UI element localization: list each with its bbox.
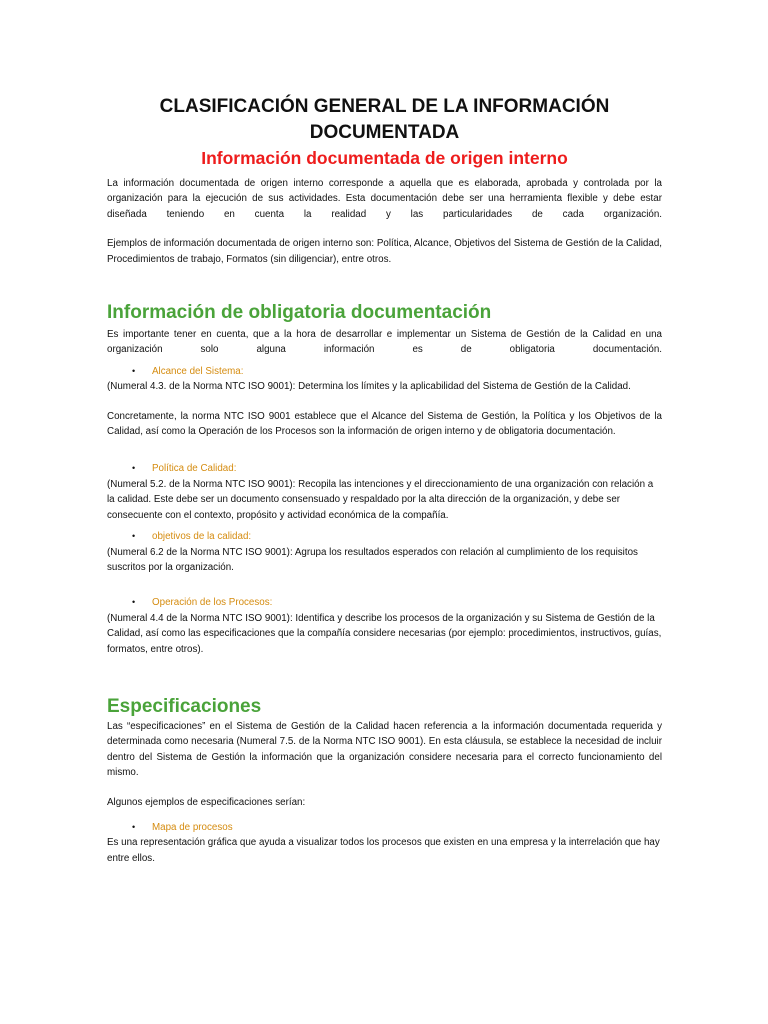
bullet-politica [107, 461, 662, 476]
subtitle-origen-interno: Información documentada de origen interno [201, 148, 568, 168]
bullet-dot: • [132, 365, 136, 376]
operacion-text: (Numeral 4.4 de la Norma NTC ISO 9001): Identifica y describe los procesos de la organización y su Sistema de Gestión de la Calidad, así como las especificaciones que la compañía considere necesarias (por ejemplo: procedimientos, instructivos, guías, formatos, entre otros). [107, 612, 662, 655]
heading-obligatoria: Información de obligatoria documentación [107, 302, 492, 324]
examples-paragraph: Ejemplos de información documentada de origen interno son: Política, Alcance, Objetivos del Sistema de Gestión de la Calidad, Procedimientos de trabajo, Formatos (sin diligenciar), entre otros. [107, 238, 662, 265]
bullet-operacion [107, 595, 662, 610]
politica-text: (Numeral 5.2. de la Norma NTC ISO 9001): Recopila las intenciones y el direccionamiento de una organización con relación a la calidad. Este debe ser un documento consensuado y respaldado por la alta dirección de la organización, y debe ser consecuente con el contexto, propósito y actividad económica de la compañía. [107, 478, 654, 521]
especificaciones-examples-intro: Algunos ejemplos de especificaciones serían: [107, 796, 306, 808]
bullet-dot: • [132, 597, 136, 608]
document-content [107, 94, 662, 866]
bullet-dot: • [132, 821, 136, 832]
bullet-label-objetivos: objetivos de la calidad: [152, 531, 252, 543]
bullet-objetivos [107, 529, 662, 544]
especificaciones-paragraph: Las “especificaciones” en el Sistema de Gestión de la Calidad hacen referencia a la información documentada requerida y determinada como necesaria (Numeral 7.5. de la Norma NTC ISO 9001). En esta cláusula, se establece la necesidad de incluir dentro del Sistema de Gestión la información que la organización considere necesaria para el correcto funcionamiento del mismo. [107, 720, 662, 779]
concretamente-paragraph: Concretamente, la norma NTC ISO 9001 establece que el Alcance del Sistema de Gestión, la Política y los Objetivos de la Calidad, así como la Operación de los Procesos son la información de origen interno y de obligatoria documentación. [107, 410, 662, 438]
mapa-procesos-text: Es una representación gráfica que ayuda a visualizar todos los procesos que existen en una empresa y la interrelación que hay entre ellos. [107, 837, 660, 864]
bullet-label-operacion: Operación de los Procesos: [152, 597, 273, 609]
intro-paragraph: La información documentada de origen interno corresponde a aquella que es elaborada, aprobada y controlada por la organización para la ejecución de sus actividades. Esta documentación debe ser una herramienta flexible y debe estar diseñada teniendo en cuenta la realidad y las particularidades de cada organización. [107, 178, 662, 220]
bullet-dot: • [132, 531, 136, 542]
obligatoria-intro: Es importante tener en cuenta, que a la hora de desarrollar e implementar un Sistema de Gestión de la Calidad en una organización solo alguna información es de obligatoria documentación. [107, 329, 662, 356]
objetivos-text: (Numeral 6.2 de la Norma NTC ISO 9001): Agrupa los resultados esperados con relación al cumplimiento de los requisitos suscritos por la organización. [107, 546, 638, 573]
bullet-label-mapa: Mapa de procesos [152, 821, 233, 833]
bullet-mapa-procesos [107, 820, 662, 835]
alcance-text: (Numeral 4.3. de la Norma NTC ISO 9001): Determina los límites y la aplicabilidad del Sistema de Gestión de la Calidad. [107, 381, 631, 393]
bullet-dot: • [132, 463, 136, 474]
bullet-label-alcance: Alcance del Sistema: [152, 365, 244, 377]
bullet-alcance [107, 364, 662, 379]
bullet-label-politica: Política de Calidad: [152, 463, 237, 475]
document-title: CLASIFICACIÓN GENERAL DE LA INFORMACIÓN DOCUMENTADA [159, 96, 610, 143]
heading-especificaciones: Especificaciones [107, 695, 262, 717]
